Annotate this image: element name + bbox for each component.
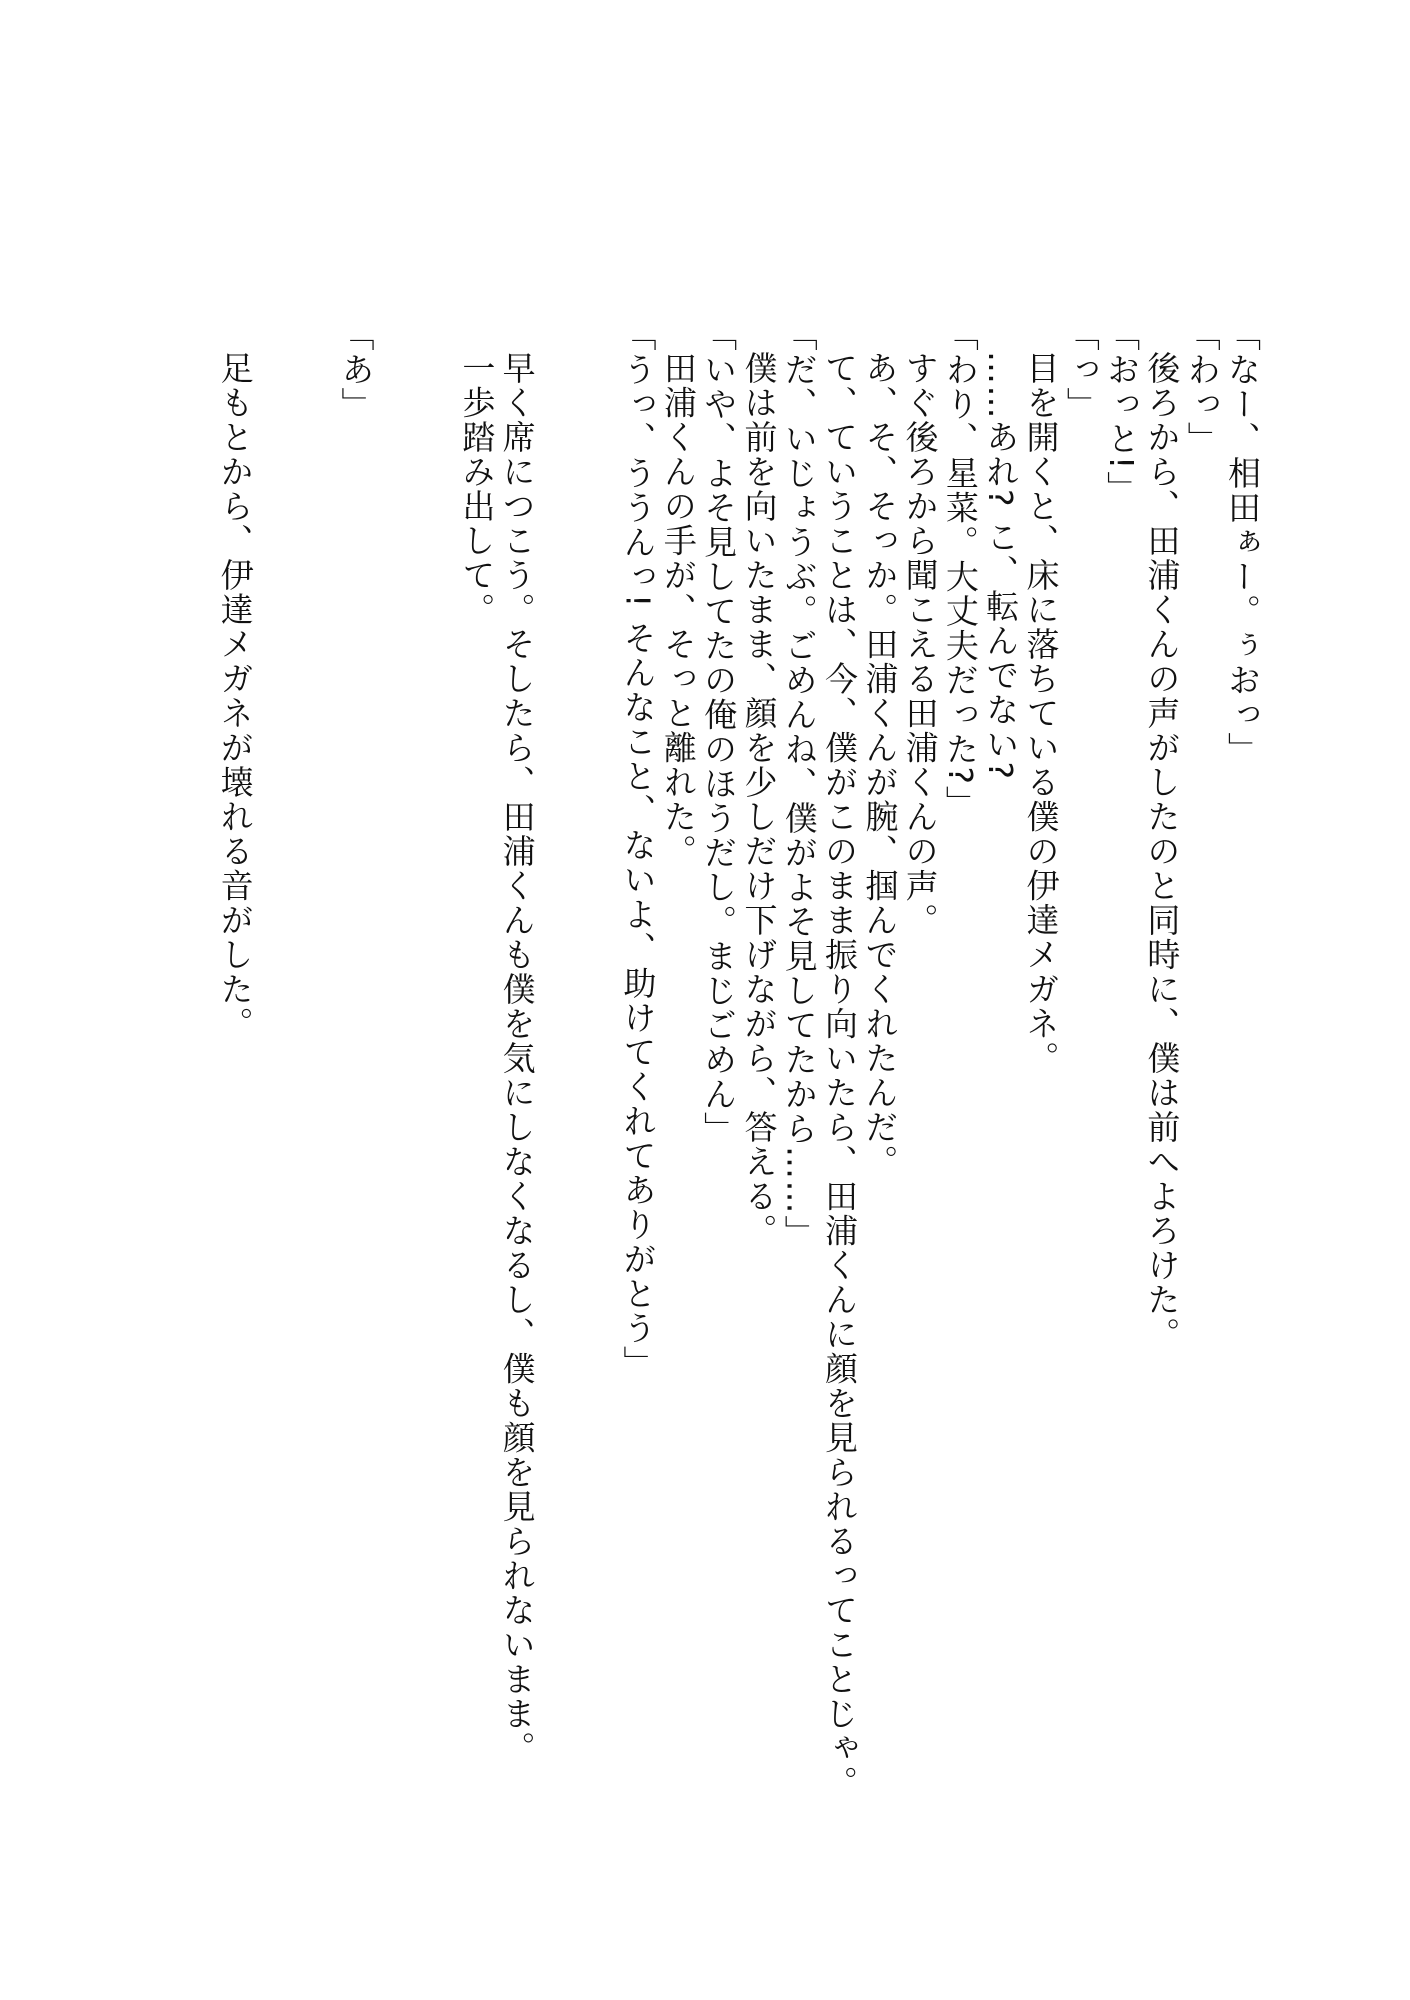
text-line: 「おっと!」 [1102, 318, 1142, 506]
text-line: 早く席につこう。そしたら、田浦くんも僕を気にしなくなるし、僕も顔を見られないまま。 [497, 351, 537, 1766]
text-line: て、ていうことは、今、僕がこのまま振り向いたら、田浦くんに顔を見られるってことじゃ。 [820, 351, 860, 1800]
blank-line [537, 318, 577, 1878]
text-line: 田浦くんの手が、そっと離れた。 [658, 351, 698, 869]
text-line: あ、そ、そっか。田浦くんが腕、掴んでくれたんだ。 [860, 351, 900, 1179]
text-line: 「っ」 [1061, 318, 1101, 422]
text-line: 「わっ」 [1182, 318, 1222, 456]
text-line: ……あれ? こ、転んでない? [981, 351, 1021, 781]
text-line: 足もとから、伊達メガネが壊れる音がした。 [215, 351, 255, 1041]
text-line: 一歩踏み出して。 [457, 351, 497, 627]
text-line: 「いや、よそ見してたの俺のほうだし。まじごめん」 [699, 318, 739, 1146]
text-line: 「うっ、ううんっ! そんなこと、ないよ、助けてくれてありがとう」 [618, 318, 658, 1380]
text-line: 「わり、星菜。大丈夫だった?」 [940, 318, 980, 821]
text-line: 僕は前を向いたまま、顔を少しだけ下げながら、答える。 [739, 351, 779, 1248]
blank-line [255, 318, 295, 1878]
text-line: 後ろから、田浦くんの声がしたのと同時に、僕は前へよろけた。 [1142, 351, 1182, 1352]
blank-line [375, 318, 415, 1878]
blank-line [416, 318, 456, 1878]
text-line: 「なー、相田ぁー。ぅおっ」 [1223, 318, 1262, 767]
blank-line [295, 318, 335, 1878]
blank-line [577, 318, 617, 1878]
text-line: 「あ」 [336, 318, 376, 422]
text-line: 目を開くと、床に落ちている僕の伊達メガネ。 [1021, 351, 1061, 1076]
text-line: 「だ、いじょうぶ。ごめんね、僕がよそ見してたから……」 [779, 318, 819, 1250]
vertical-text-body [214, 318, 1262, 1878]
text-line: すぐ後ろから聞こえる田浦くんの声。 [900, 351, 940, 938]
